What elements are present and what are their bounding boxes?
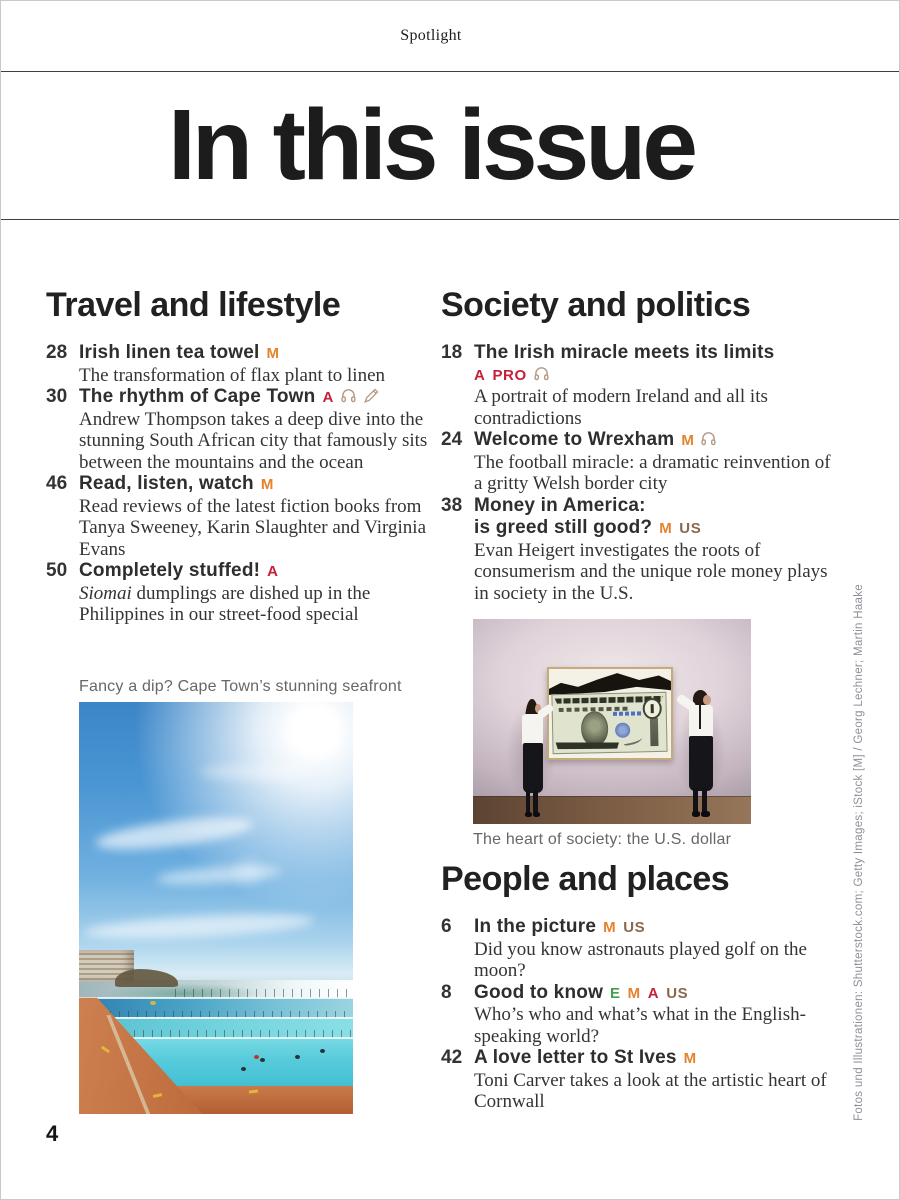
- headphones-icon: [340, 387, 357, 404]
- photo-caption-dollar: The heart of society: the U.S. dollar: [473, 831, 732, 848]
- leg: [526, 790, 530, 813]
- level-badge: A: [474, 366, 486, 384]
- toc-description: Andrew Thompson takes a deep dive into the stunning South African city that famously sits between the mountains and the ocean: [79, 408, 428, 473]
- toc-title: Money in America:: [474, 494, 646, 516]
- toc-page-number: 28: [46, 342, 68, 363]
- pro-badge: PRO: [492, 366, 527, 384]
- page-number: 4: [46, 1121, 59, 1146]
- toc-description: Who’s who and what’s what in the English-speaking world?: [474, 1004, 806, 1047]
- toc-description: A portrait of modern Ireland and all its contradictions: [474, 386, 768, 429]
- toc-title: In the picture: [474, 916, 597, 937]
- photo-capetown-seafront: [79, 702, 353, 1114]
- shoe: [692, 811, 701, 816]
- toc-item: [441, 916, 835, 982]
- headphones-icon: [700, 430, 717, 447]
- swimmer: [241, 1067, 246, 1071]
- level-badge: M: [681, 432, 695, 449]
- level-badge: M: [266, 345, 280, 362]
- toc-item: [46, 386, 428, 473]
- swimmer: [260, 1058, 265, 1062]
- section-heading: Society and politics: [441, 286, 751, 324]
- region-badge: US: [679, 520, 702, 537]
- toc-page-number: 6: [441, 916, 452, 937]
- shoe: [701, 811, 710, 816]
- toc-page-number: 42: [441, 1047, 463, 1068]
- toc-description: Evan Heigert investigates the roots of consumerism and the unique role money plays in society in the U.S.: [474, 539, 828, 604]
- headphones-icon: [533, 365, 550, 382]
- black-trousers: [689, 736, 712, 790]
- level-badge: A: [647, 984, 660, 1002]
- leg: [693, 788, 698, 813]
- numeral-one-medallion: [643, 698, 662, 720]
- toc-title: Good to know: [474, 981, 604, 1003]
- face: [703, 695, 711, 705]
- photo-dollar-artwork: [473, 619, 751, 824]
- dollar-bill-artwork: [547, 667, 673, 760]
- shoe: [533, 812, 540, 817]
- photo-caption-capetown: Fancy a dip? Cape Town’s stunning seafront: [79, 678, 402, 695]
- section-society-and-politics: [441, 285, 835, 604]
- toc-page-number: 46: [46, 473, 68, 494]
- section-travel-and-lifestyle: [46, 285, 428, 626]
- toc-page-number: 24: [441, 429, 463, 450]
- washington-portrait: [581, 712, 609, 747]
- toc-item: [441, 429, 835, 495]
- bill-ornament: [650, 719, 658, 747]
- toc-item: [441, 342, 835, 429]
- level-badge: M: [683, 1050, 697, 1067]
- pool-railing: [79, 997, 353, 999]
- white-shirt: [522, 714, 543, 745]
- toc-title: Completely stuffed!: [79, 560, 261, 581]
- toc-title: Welcome to Wrexham: [474, 429, 675, 450]
- toc-item: [441, 1047, 835, 1113]
- region-badge: US: [666, 984, 689, 1002]
- toc-item: [46, 560, 428, 626]
- region-badge: US: [623, 919, 646, 936]
- toc-title: The Irish miracle meets its limits: [474, 342, 775, 363]
- black-apron: [523, 743, 543, 793]
- serial-number: [613, 712, 642, 716]
- magazine-name: Spotlight: [400, 27, 462, 44]
- section-people-and-places: [441, 859, 835, 1113]
- gallery-assistant-left: [516, 699, 549, 818]
- toc-page-number: 8: [441, 981, 452, 1003]
- dollar-bill: [552, 692, 668, 754]
- level-badge: A: [322, 389, 334, 406]
- gallery-assistant-right: [682, 689, 721, 818]
- treasury-seal: [615, 723, 630, 738]
- masthead: [1, 1, 861, 71]
- pencil-icon: [363, 387, 380, 404]
- toc-description: The football miracle: a dramatic reinvention of a gritty Welsh border city: [474, 451, 831, 494]
- section-heading: Travel and lifestyle: [46, 286, 341, 324]
- page-title: In this issue: [168, 89, 694, 201]
- toc-item: [46, 473, 428, 560]
- toc-page-number: 38: [441, 494, 463, 516]
- level-badge: M: [603, 919, 617, 936]
- toc-description: Toni Carver takes a look at the artistic heart of Cornwall: [474, 1069, 827, 1112]
- photo-credits: Fotos und Illustrationen: Shutterstock.com; Getty Images; iStock [M] / Georg Lechner; Martin Haake: [853, 584, 865, 1121]
- leg: [533, 790, 537, 813]
- divider: [1, 219, 900, 220]
- toc-description: Did you know astronauts played golf on the moon?: [474, 938, 807, 981]
- section-heading: People and places: [441, 860, 730, 898]
- toc-title: Irish linen tea towel: [79, 342, 260, 363]
- level-badge: E: [610, 984, 621, 1002]
- toc-description: Read reviews of the latest fiction books from Tanya Sweeney, Karin Slaughter and Virginia Evans: [79, 495, 427, 560]
- toc-title: A love letter to St Ives: [474, 1047, 677, 1068]
- toc-title: Read, listen, watch: [79, 473, 254, 494]
- signature: [623, 736, 643, 747]
- toc-item: [46, 342, 428, 386]
- toc-title-line2: is greed still good?: [474, 517, 653, 538]
- leg: [702, 788, 707, 813]
- level-badge: M: [627, 984, 641, 1002]
- toc-page-number: 18: [441, 342, 463, 363]
- shoe: [525, 812, 532, 817]
- pool-railing: [79, 1017, 353, 1019]
- toc-description: Siomai dumplings are dished up in the Philippines in our street-food special: [79, 582, 371, 625]
- one-dollar-band: [556, 741, 619, 750]
- toc-item: [441, 495, 835, 605]
- toc-title: The rhythm of Cape Town: [79, 386, 316, 407]
- level-badge: M: [659, 520, 673, 537]
- toc-description: The transformation of flax plant to linen: [79, 364, 386, 386]
- toc-item: [441, 982, 835, 1048]
- level-badge: M: [260, 476, 274, 493]
- lanyard: [699, 705, 701, 728]
- level-badge: A: [267, 563, 279, 580]
- toc-page-number: 30: [46, 386, 68, 407]
- toc-page-number: 50: [46, 560, 68, 581]
